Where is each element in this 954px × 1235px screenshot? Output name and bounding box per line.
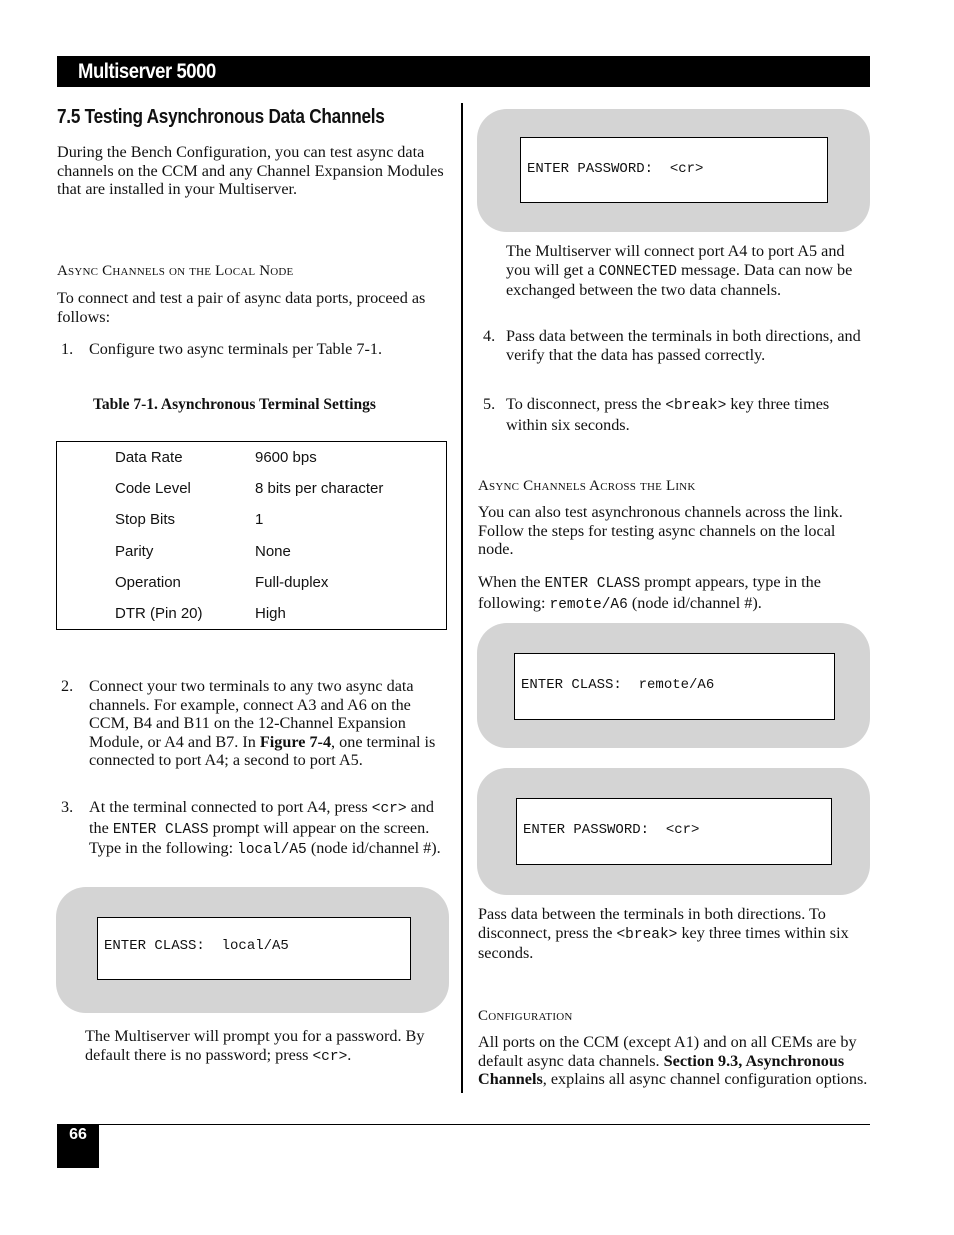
table-cell-label: Parity: [115, 543, 154, 560]
subheading-local-node: Async Channels on the Local Node: [57, 263, 294, 279]
terminal-text: ENTER CLASS: remote/A6: [521, 677, 715, 693]
terminal-screen: [520, 137, 828, 203]
screen-illustration-1: [56, 887, 449, 1013]
table-cell-label: Operation: [115, 574, 181, 591]
connect-intro: To connect and test a pair of async data ports, proceed as follows:: [57, 289, 426, 326]
step-number: 1.: [61, 340, 74, 358]
step-text: At the terminal connected to port A4, press <cr> and the ENTER CLASS prompt will appear on the screen. Type in the following: local/A5 (node id/channel #).: [89, 798, 441, 858]
terminal-settings-table: [56, 441, 447, 630]
step-3: [61, 798, 449, 860]
table-cell-value: Full-duplex: [255, 574, 329, 591]
terminal-screen: [514, 653, 835, 720]
screen-illustration-3: [477, 623, 870, 748]
step-2: [61, 677, 449, 770]
manual-title: Multiserver 5000: [78, 60, 216, 83]
screen-illustration-4: [477, 768, 870, 895]
table-cell-value: High: [255, 605, 286, 622]
password-prompt-paragraph: The Multiserver will prompt you for a password. By default there is no password; press <cr>.: [85, 1027, 425, 1065]
table-cell-label: Data Rate: [115, 449, 183, 466]
terminal-text: ENTER PASSWORD: <cr>: [523, 822, 700, 838]
terminal-text: ENTER PASSWORD: <cr>: [527, 161, 704, 177]
step-number: 3.: [61, 798, 74, 816]
figure-reference: Figure 7-4: [259, 732, 332, 751]
section-reference: Section 9.3, Asynchronous Channels: [478, 1051, 845, 1088]
table-cell-value: 1: [255, 511, 264, 528]
terminal-screen: [516, 798, 832, 865]
table-cell-value: 9600 bps: [255, 449, 317, 466]
step-number: 2.: [61, 677, 74, 695]
table-cell-label: Code Level: [115, 480, 191, 497]
connected-paragraph: The Multiserver will connect port A4 to port A5 and you will get a CONNECTED message. Data can now be exchanged between the two data channels.: [506, 242, 853, 299]
table-cell-value: None: [255, 543, 291, 560]
step-1: [61, 340, 449, 359]
configuration-paragraph: All ports on the CCM (except A1) and on all CEMs are by default async data channels. Section 9.3, Asynchronous Channels, explains all async channel configuration options.: [478, 1033, 868, 1088]
step-text: Configure two async terminals per Table 7-1.: [89, 340, 383, 358]
step-4: [483, 327, 868, 364]
intro-paragraph: During the Bench Configuration, you can test async data channels on the CCM and any Channel Expansion Modules that are installed in your Multiserver.: [57, 143, 444, 198]
subheading-configuration: Configuration: [478, 1008, 573, 1024]
footer-rule: [57, 1124, 870, 1125]
step-text: Pass data between the terminals in both directions, and verify that the data has passed correctly.: [506, 327, 861, 364]
section-heading: 7.5 Testing Asynchronous Data Channels: [57, 106, 385, 128]
step-number: 4.: [483, 327, 496, 345]
link-paragraph: You can also test asynchronous channels across the link. Follow the steps for testing async channels on the local node.: [478, 503, 843, 558]
step-5: [483, 395, 868, 434]
pass-data-paragraph: Pass data between the terminals in both directions. To disconnect, press the <break> key three times within six seconds.: [478, 905, 849, 962]
table-cell-label: DTR (Pin 20): [115, 605, 203, 622]
subheading-across-link: Async Channels Across the Link: [478, 478, 696, 494]
table-cell-label: Stop Bits: [115, 511, 176, 528]
page-number: 66: [69, 1126, 87, 1143]
remote-instruction-paragraph: When the ENTER CLASS prompt appears, type in the following: remote/A6 (node id/channel #).: [478, 573, 821, 613]
screen-illustration-2: [477, 109, 870, 232]
table-cell-value: 8 bits per character: [255, 480, 384, 497]
column-divider: [461, 103, 463, 1093]
step-text: To disconnect, press the <break> key three times within six seconds.: [506, 395, 830, 434]
terminal-screen: [97, 917, 411, 980]
table-caption: Table 7-1. Asynchronous Terminal Settings: [93, 396, 376, 413]
terminal-text: ENTER CLASS: local/A5: [104, 938, 289, 954]
step-number: 5.: [483, 395, 496, 413]
step-text: Connect your two terminals to any two async data channels. For example, connect A3 and A6 on the CCM, B4 and B11 on the 12-Channel Expansion Module, or A4 and B7. In Figure 7-4, one terminal is connected to port A4; a second to port A5.: [89, 677, 436, 769]
